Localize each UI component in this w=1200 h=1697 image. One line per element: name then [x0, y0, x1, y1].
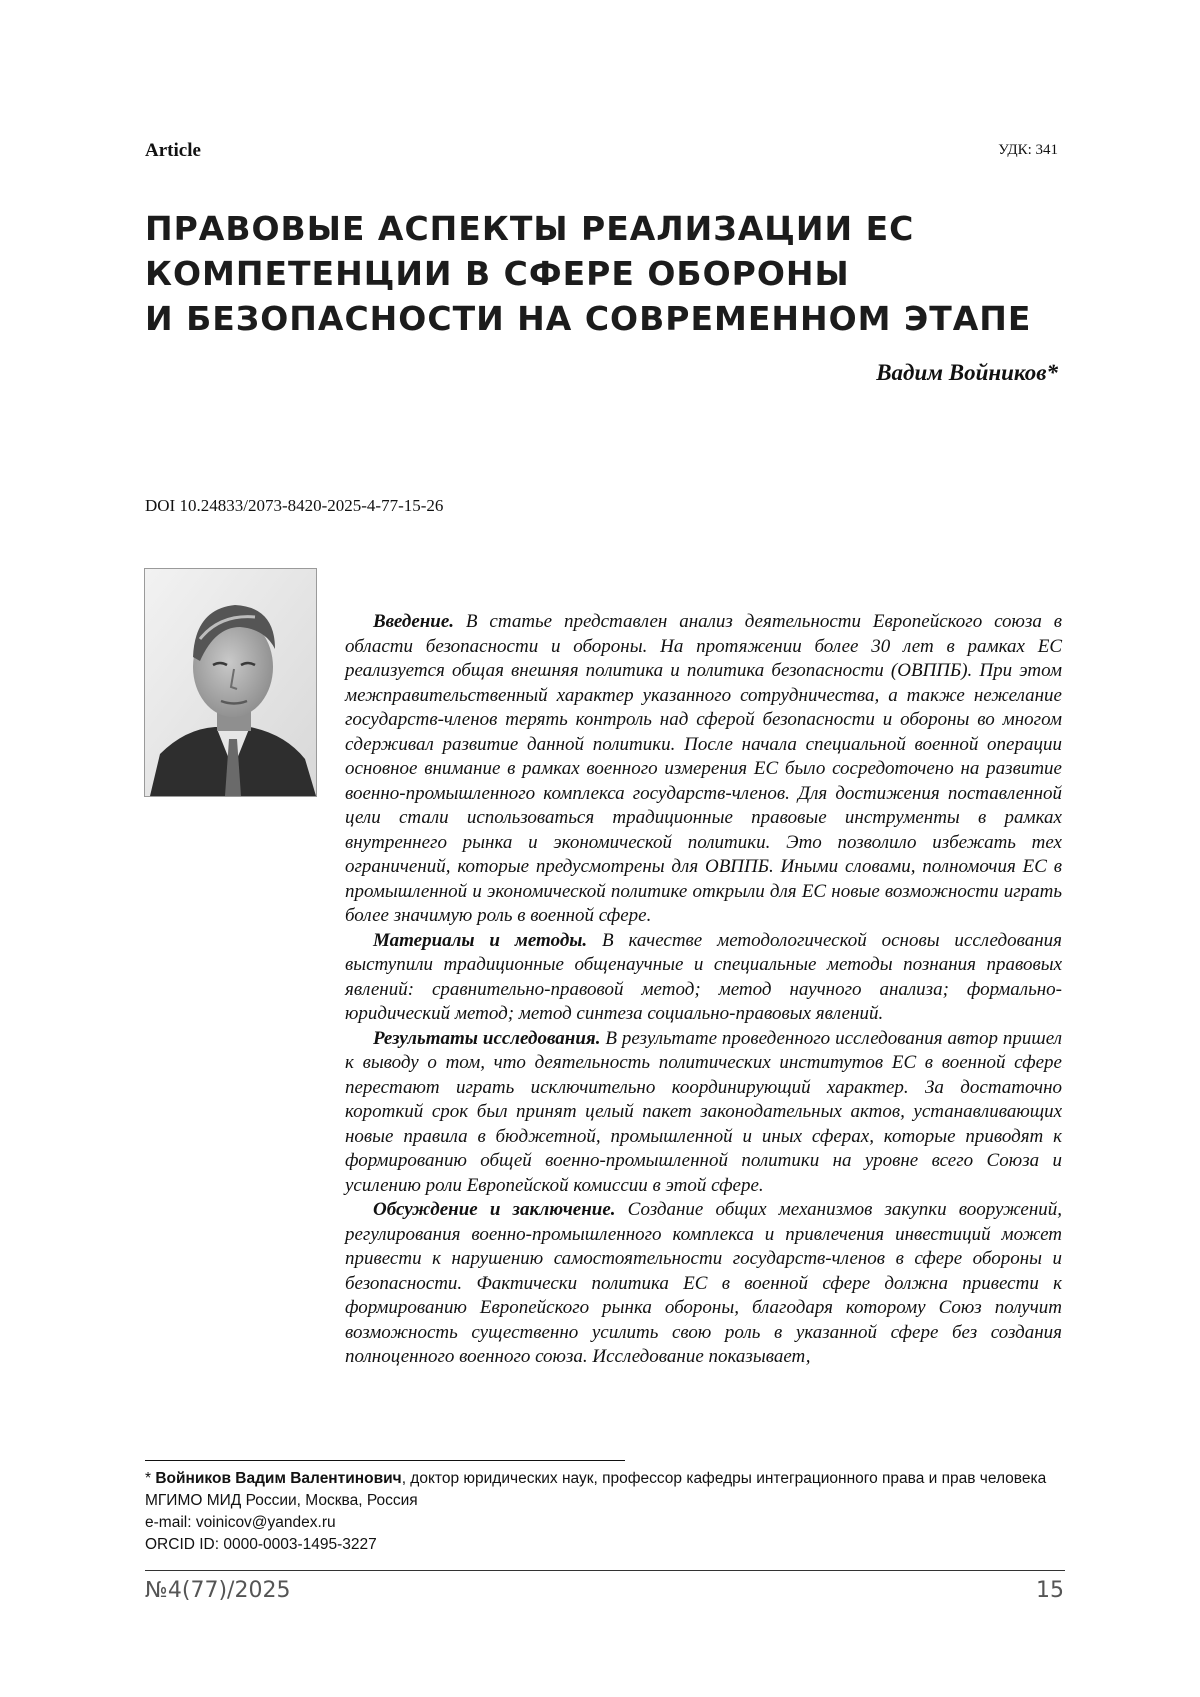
doi: DOI 10.24833/2073-8420-2025-4-77-15-26 [145, 496, 444, 515]
footnote-divider [145, 1460, 625, 1461]
udc-code: УДК: 341 [998, 142, 1058, 158]
abstract [345, 610, 1062, 1370]
author-portrait-image [145, 569, 316, 796]
discussion-label: Обсуждение и заключение. [373, 1199, 616, 1220]
abstract-introduction [345, 610, 1062, 929]
author-photo [144, 568, 317, 797]
title-line-1: ПРАВОВЫЕ АСПЕКТЫ РЕАЛИЗАЦИИ ЕС [145, 209, 915, 248]
page-number: 15 [1036, 1578, 1064, 1603]
footnote-author-name: Войников Вадим Валентинович [155, 1470, 402, 1487]
introduction-label: Введение. [373, 611, 455, 632]
footnote-affiliation [145, 1468, 1065, 1512]
journal-issue: №4(77)/2025 [145, 1578, 291, 1603]
abstract-results [345, 1027, 1062, 1199]
author-footnote [145, 1468, 1065, 1556]
title-line-3: И БЕЗОПАСНОСТИ НА СОВРЕМЕННОМ ЭТАПЕ [145, 299, 1032, 338]
abstract-discussion [345, 1198, 1062, 1370]
results-label: Результаты исследования. [373, 1027, 601, 1049]
footnote-orcid: ORCID ID: 0000-0003-1495-3227 [145, 1536, 377, 1553]
footnote-email[interactable]: e-mail: voinicov@yandex.ru [145, 1514, 336, 1531]
section-label: Article [145, 140, 201, 161]
footnote-affiliation-text: , доктор юридических наук, профессор кафедры интеграционного права и прав человека МГИМО МИД России, Москва, Россия [145, 1470, 1047, 1509]
footnote-marker: * [145, 1470, 156, 1487]
article-title [145, 206, 1085, 341]
title-line-2: КОМПЕТЕНЦИИ В СФЕРЕ ОБОРОНЫ [145, 254, 850, 293]
introduction-text: В статье представлен анализ деятельности Европейского союза в области безопасности и обороны. На протяжении более 30 лет в рамках ЕС реализуется общая внешняя политика и политика безопасности (ОВППБ). При этом межправительственный характер указанного сотрудничества, а также нежелание государств-членов терять контроль над сферой безопасности и обороны во многом сдерживал развитие данной политики. После начала специальной военной операции основное внимание в рамках военного измерения ЕС было сосредоточено на развитие военно-промышленного комплекса государств-членов. Для достижения поставленной цели стали использоваться традиционные правовые инструменты в рамках внутреннего рынка и экономической политики. Это позволило избежать тех ограничений, которые предусмотрены для ОВППБ. Иными словами, полномочия ЕС в промышленной и экономической политике открыли для ЕС новые возможности играть более значимую роль в военной сфере. [345, 611, 1062, 926]
results-text: В результате проведенного исследования автор пришел к выводу о том, что деятельность политических институтов ЕС в военной сфере перестают играть исключительно координирующий характер. За достаточно короткий срок был принят целый пакет законодательных актов, устанавливающих новые правила в бюджетной, промышленной и иных сферах, которые приводят к формированию общей военно-промышленной политики на уровне всего Союза и усилению роли Европейской комиссии в этой сфере. [345, 1027, 1062, 1196]
footer-divider [145, 1570, 1065, 1571]
methods-label: Материалы и методы. [373, 929, 588, 951]
discussion-text: Создание общих механизмов закупки вооружений, регулирования военно-промышленного комплекса и привлечения инвестиций может привести к нарушению самостоятельности государств-членов в сфере обороны и безопасности. Фактически политика ЕС в военной сфере должна привести к формированию Европейского рынка обороны, благодаря которому Союз получит возможность существенно усилить свою роль в указанной сфере без создания полноценного военного союза. Исследование показывает, [345, 1199, 1062, 1367]
methods-text: В качестве методологической основы исследования выступили традиционные общенаучные и специальные методы познания правовых явлений: сравнительно-правовой метод; метод научного анализа; формально-юридический метод; метод синтеза социально-правовых явлений. [345, 929, 1062, 1024]
abstract-methods [345, 929, 1062, 1027]
author-name: Вадим Войников* [876, 360, 1058, 385]
